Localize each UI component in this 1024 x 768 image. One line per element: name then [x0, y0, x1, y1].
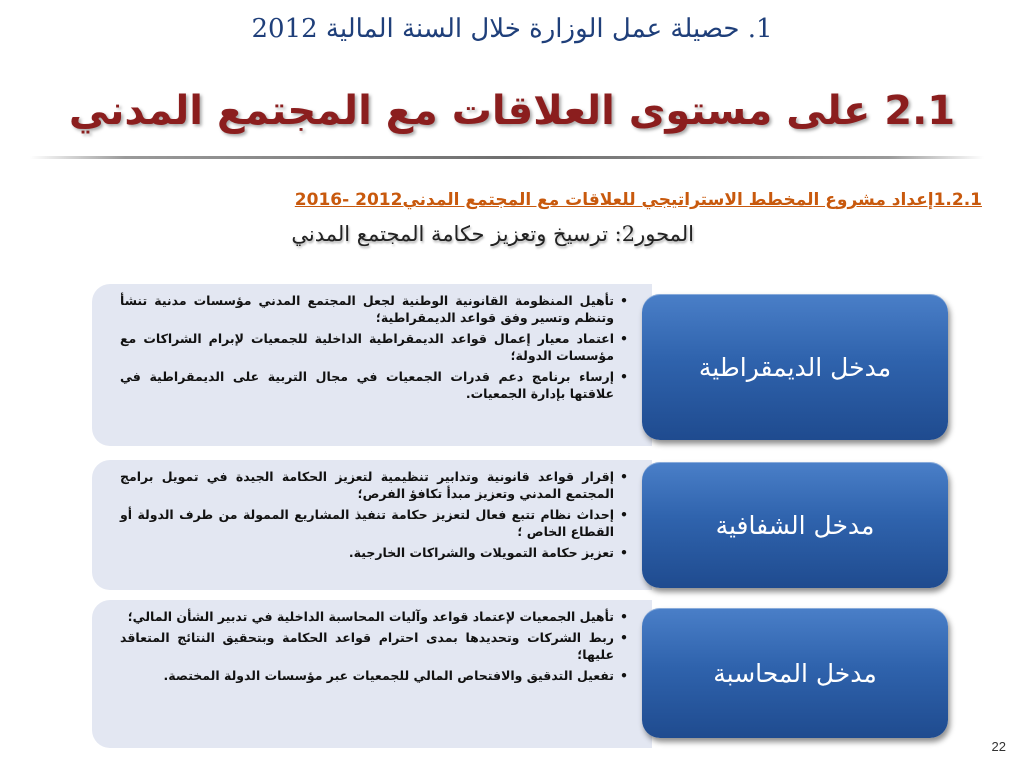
- list-item: [120, 330, 628, 364]
- list-item-text: ربط الشركات وتحديدها بمدى احترام قواعد الحكامة وبتحقيق النتائج المتعاقد عليها؛: [120, 630, 614, 662]
- list-item: [120, 667, 628, 684]
- section-accountability-panel: [92, 600, 652, 748]
- bullet-icon: •: [620, 293, 628, 308]
- list-item-text: تأهيل المنظومة القانونية الوطنية لجعل المجتمع المدني مؤسسات مدنية تنشأ وتنظم وتسير وفق قواعد الديمقراطية؛: [120, 293, 614, 325]
- list-item-text: تعزيز حكامة التمويلات والشراكات الخارجية.: [348, 545, 614, 560]
- list-item-text: تفعيل التدقيق والافتحاص المالي للجمعيات عبر مؤسسات الدولة المختصة.: [163, 668, 614, 683]
- bullet-icon: •: [620, 668, 628, 683]
- bullet-icon: •: [620, 469, 628, 484]
- bullet-list: [120, 608, 632, 684]
- list-item-text: اعتماد معيار إعمال قواعد الديمقراطية الداخلية للجمعيات لإبرام الشراكات مع مؤسسات الدولة؛: [120, 331, 614, 363]
- section-democracy: [92, 284, 952, 446]
- page-number: 22: [991, 739, 1006, 754]
- bullet-icon: •: [620, 507, 628, 522]
- bullet-list: [120, 292, 632, 402]
- tab-transparency: مدخل الشفافية: [642, 462, 948, 588]
- bullet-icon: •: [620, 369, 628, 384]
- section-democracy-panel: [92, 284, 652, 446]
- list-item-text: إقرار قواعد قانونية وتدابير تنظيمية لتعزيز الحكامة الجيدة في تمويل برامج المجتمع المدني وتعزيز مبدأ تكافؤ الفرص؛: [120, 469, 614, 501]
- tab-democracy: مدخل الديمقراطية: [642, 294, 948, 440]
- bullet-icon: •: [620, 545, 628, 560]
- section-accountability: [92, 600, 952, 748]
- tab-accountability: مدخل المحاسبة: [642, 608, 948, 738]
- bullet-icon: •: [620, 609, 628, 624]
- axis-heading: المحور2: ترسيخ وتعزيز حكامة المجتمع المدني: [291, 222, 694, 246]
- list-item: [120, 368, 628, 402]
- title-divider: [30, 156, 984, 159]
- list-item: [120, 468, 628, 502]
- section-transparency-panel: [92, 460, 652, 590]
- list-item: [120, 506, 628, 540]
- list-item: [120, 608, 628, 625]
- bullet-list: [120, 468, 632, 561]
- list-item-text: إرساء برنامج دعم قدرات الجمعيات في مجال التربية على الديمقراطية في علاقتها بإدارة الجمعيات.: [120, 369, 614, 401]
- section-transparency: [92, 460, 952, 590]
- list-item-text: إحداث نظام تتبع فعال لتعزيز حكامة تنفيذ المشاريع الممولة من طرف الدولة أو القطاع الخاص ؛: [120, 507, 614, 539]
- list-item: [120, 544, 628, 561]
- list-item: [120, 629, 628, 663]
- main-title: 2.1 على مستوى العلاقات مع المجتمع المدني: [68, 88, 956, 134]
- list-item: [120, 292, 628, 326]
- bullet-icon: •: [620, 630, 628, 645]
- strategic-plan-subheading: 1.2.1إعداد مشروع المخطط الاستراتيجي للعلاقات مع المجتمع المدني2012 -2016: [294, 190, 982, 210]
- bullet-icon: •: [620, 331, 628, 346]
- list-item-text: تأهيل الجمعيات لإعتماد قواعد وآليات المحاسبة الداخلية في تدبير الشأن المالي؛: [127, 609, 614, 624]
- section-title: 1. حصيلة عمل الوزارة خلال السنة المالية 2012: [251, 14, 773, 44]
